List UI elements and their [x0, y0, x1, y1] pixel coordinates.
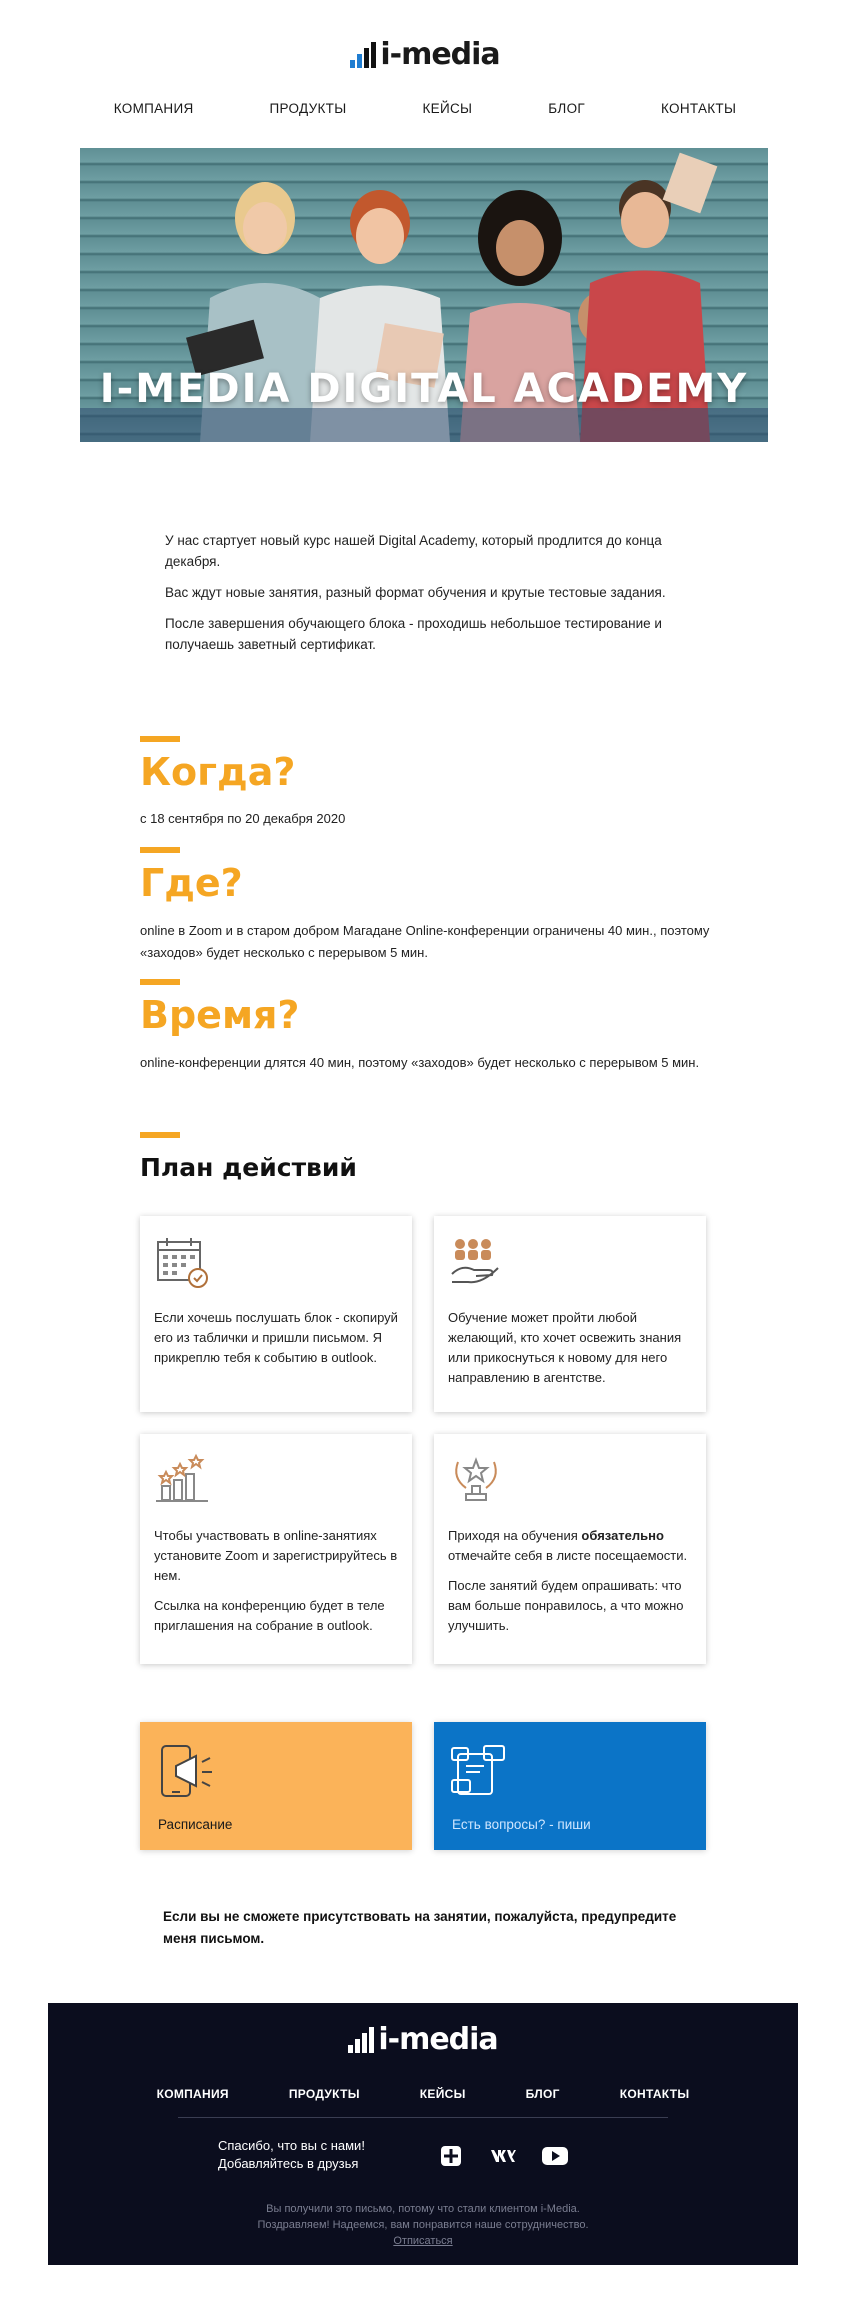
- questions-button[interactable]: [434, 1722, 706, 1850]
- notice-text: Если вы не сможете присутствовать на занятии, пожалуйста, предупредите меня письмом.: [163, 1909, 677, 1946]
- footer-thanks-line: Спасибо, что вы с нами!: [218, 2138, 365, 2153]
- intro-paragraph: У нас стартует новый курс нашей Digital Academy, который продлится до конца декабря.: [165, 533, 662, 569]
- plan-card-paragraph: Чтобы участвовать в online-занятиях установите Zoom и зарегистрируйтесь в нем.: [154, 1528, 398, 1583]
- footer-thanks: [218, 2137, 365, 2173]
- plan-card: [140, 1216, 412, 1412]
- logo-bars-icon: [350, 42, 376, 68]
- phone-megaphone-icon: [156, 1742, 216, 1802]
- logo-text: i-media: [380, 37, 500, 72]
- award-icon: [448, 1452, 504, 1508]
- intro-paragraph: После завершения обучающего блока - проходишь небольшое тестирование и получаешь заветный сертификат.: [165, 616, 662, 652]
- where-heading: Где?: [140, 861, 243, 905]
- when-text: с 18 сентября по 20 декабря 2020: [140, 811, 346, 826]
- plan-card-text-emphasis: обязательно: [581, 1528, 664, 1543]
- nav-blog[interactable]: БЛОГ: [548, 101, 585, 116]
- footer-nav-contacts[interactable]: КОНТАКТЫ: [619, 2087, 690, 2101]
- plan-card: [434, 1216, 706, 1412]
- footer-legal-line: Вы получили это письмо, потому что стали клиентом i-Media.: [266, 2203, 580, 2215]
- nav-company[interactable]: КОМПАНИЯ: [113, 101, 194, 116]
- footer-legal-line: Поздравляем! Надеемся, вам понравится наше сотрудничество.: [257, 2219, 589, 2231]
- plan-card-text: [154, 1526, 402, 1646]
- header-logo[interactable]: [0, 37, 850, 72]
- footer-legal: [48, 2201, 798, 2249]
- facebook-icon[interactable]: [438, 2145, 464, 2167]
- main-nav: [0, 101, 850, 116]
- unsubscribe-link[interactable]: Отписаться: [393, 2235, 453, 2247]
- when-heading: Когда?: [140, 750, 296, 794]
- intro-text: [165, 530, 685, 665]
- footer-nav-blog[interactable]: БЛОГ: [525, 2087, 560, 2101]
- footer-nav-company[interactable]: КОМПАНИЯ: [156, 2087, 229, 2101]
- section-accent-bar: [140, 736, 180, 742]
- footer-divider: [178, 2117, 668, 2118]
- plan-card-paragraph: [448, 1526, 696, 1566]
- nav-cases[interactable]: КЕЙСЫ: [422, 101, 473, 116]
- footer-logo-text: i-media: [378, 2022, 498, 2057]
- section-accent-bar: [140, 847, 180, 853]
- stars-chart-icon: [154, 1452, 210, 1508]
- time-heading: Время?: [140, 993, 300, 1037]
- section-accent-bar: [140, 979, 180, 985]
- schedule-label: Расписание: [158, 1817, 233, 1832]
- footer-thanks-line: Добавляйтесь в друзья: [218, 2156, 359, 2171]
- plan-heading: План действий: [140, 1153, 357, 1182]
- plan-card-text: [448, 1526, 696, 1646]
- footer: [48, 2003, 798, 2265]
- nav-products[interactable]: ПРОДУКТЫ: [269, 101, 347, 116]
- plan-card-text-part: Приходя на обучения: [448, 1528, 582, 1543]
- footer-nav-products[interactable]: ПРОДУКТЫ: [288, 2087, 360, 2101]
- people-hand-icon: [448, 1234, 504, 1290]
- plan-card: [140, 1434, 412, 1664]
- youtube-icon[interactable]: [542, 2145, 568, 2167]
- plan-card-paragraph: Ссылка на конференцию будет в теле приглашения на собрание в outlook.: [154, 1598, 385, 1633]
- where-text: online в Zoom и в старом добром Магадане Online-конференции ограничены 40 мин., поэтому «заходов» будет несколько с перерывом 5 мин.: [140, 923, 710, 960]
- social-links: [438, 2145, 568, 2167]
- questions-label: Есть вопросы? - пиши: [452, 1817, 591, 1832]
- footer-nav: [48, 2087, 798, 2101]
- footer-nav-cases[interactable]: КЕЙСЫ: [419, 2087, 466, 2101]
- plan-card-paragraph: После занятий будем опрашивать: что вам больше понравилось, а что можно улучшить.: [448, 1578, 684, 1633]
- vk-icon[interactable]: [490, 2145, 516, 2167]
- section-accent-bar: [140, 1132, 180, 1138]
- logo-bars-icon: [348, 2027, 374, 2053]
- footer-logo[interactable]: [48, 2022, 798, 2057]
- time-text: online-конференции длятся 40 мин, поэтому «заходов» будет несколько с перерывом 5 мин.: [140, 1055, 700, 1070]
- intro-paragraph: Вас ждут новые занятия, разный формат обучения и крутые тестовые задания.: [165, 585, 666, 600]
- calendar-icon: [154, 1234, 210, 1290]
- schedule-button[interactable]: [140, 1722, 412, 1850]
- plan-card-text: Если хочешь послушать блок - скопируй его из таблички и пришли письмом. Я прикреплю тебя к событию в outlook.: [154, 1310, 398, 1365]
- hero-title: I-MEDIA DIGITAL ACADEMY: [99, 366, 749, 412]
- hero-banner[interactable]: [80, 148, 768, 442]
- nav-contacts[interactable]: КОНТАКТЫ: [661, 101, 737, 116]
- plan-card-text: Обучение может пройти любой желающий, кто хочет освежить знания или прикоснуться к новому для него направлению в агентстве.: [448, 1310, 682, 1385]
- plan-card-text-part: отмечайте себя в листе посещаемости.: [448, 1548, 688, 1563]
- plan-card: [434, 1434, 706, 1664]
- chat-device-icon: [450, 1742, 510, 1802]
